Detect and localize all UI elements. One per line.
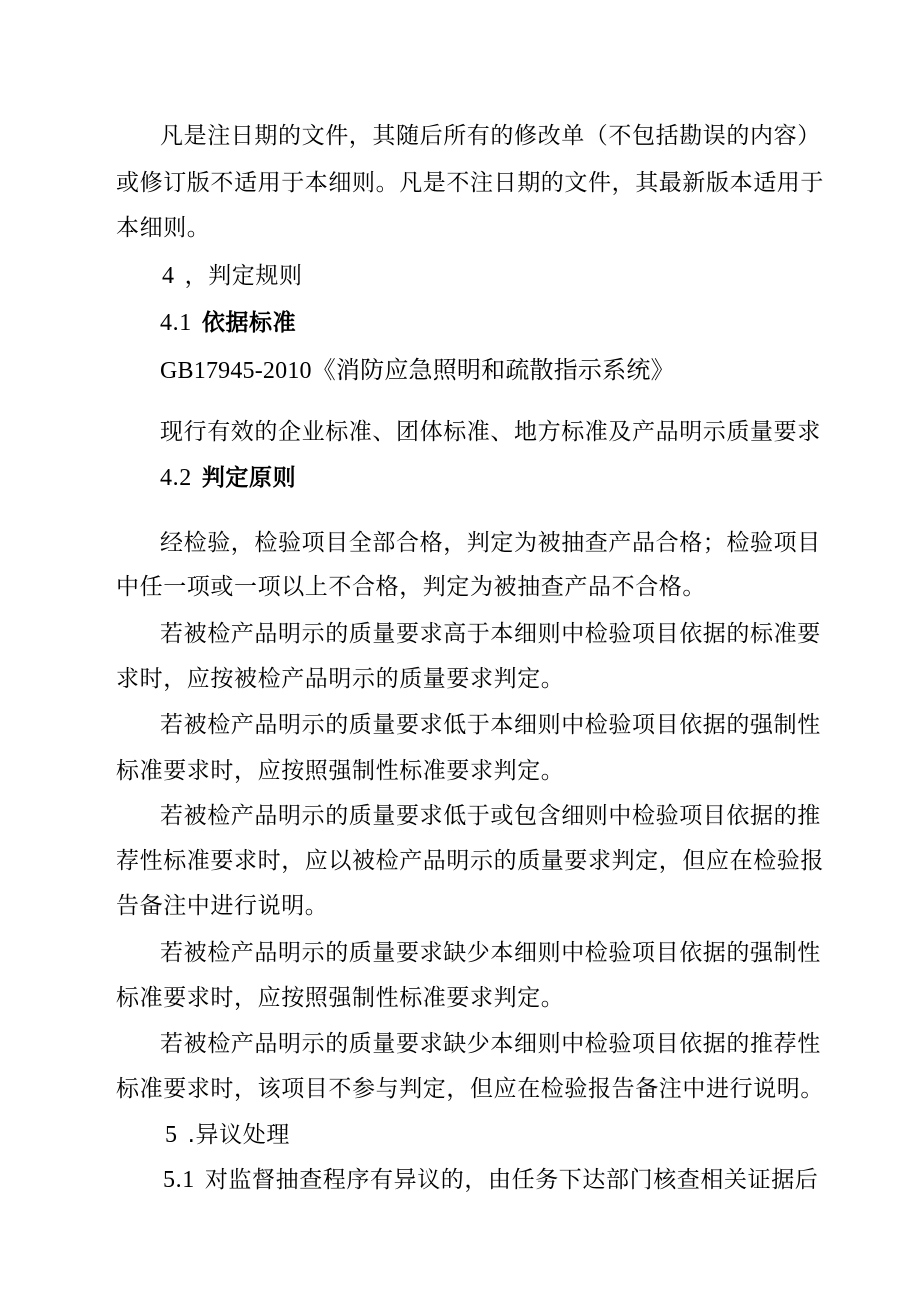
section-title: .异议处理 — [187, 1122, 290, 1148]
section-title: ，判定规则 — [184, 263, 303, 289]
paragraph-line: 若被检产品明示的质量要求低于本细则中检验项目依据的强制性 — [160, 712, 821, 738]
paragraph-line: 标准要求时，应按照强制性标准要求判定。 — [116, 985, 565, 1011]
section-number: 4 — [162, 263, 175, 289]
paragraph-line: 或修订版不适用于本细则。凡是不注日期的文件，其最新版本适用于 — [116, 170, 824, 196]
paragraph-line: 荐性标准要求时，应以被检产品明示的质量要求判定，但应在检验报 — [116, 848, 824, 874]
section-number: 5.1 — [163, 1167, 195, 1193]
section-heading-4-2 — [160, 462, 296, 494]
paragraph-line: 现行有效的企业标准、团体标准、地方标准及产品明示质量要求 — [160, 419, 821, 445]
standard-reference: GB17945-2010《消防应急照明和疏散指示系统》 — [160, 358, 675, 384]
section-title: 判定原则 — [201, 465, 297, 491]
section-text: 对监督抽查程序有异议的，由任务下达部门核查相关证据后 — [204, 1167, 819, 1193]
section-title: 依据标准 — [201, 310, 297, 336]
section-number: 4.1 — [160, 310, 192, 336]
paragraph-line: 凡是注日期的文件，其随后所有的修改单（不包括勘误的内容） — [160, 123, 821, 149]
section-number: 4.2 — [160, 465, 192, 491]
paragraph-line: 标准要求时，该项目不参与判定，但应在检验报告备注中进行说明。 — [116, 1076, 824, 1102]
paragraph-line: 求时，应按被检产品明示的质量要求判定。 — [116, 666, 565, 692]
paragraph-line: 告备注中进行说明。 — [116, 893, 329, 919]
section-heading-4-1 — [160, 307, 296, 339]
paragraph-line: 经检验，检验项目全部合格，判定为被抽查产品合格；检验项目 — [160, 530, 821, 556]
section-heading-5-1 — [163, 1164, 818, 1196]
section-number: 5 — [165, 1122, 178, 1148]
paragraph-line: 若被检产品明示的质量要求高于本细则中检验项目依据的标准要 — [160, 621, 821, 647]
section-heading-5 — [165, 1119, 290, 1151]
paragraph-line: 若被检产品明示的质量要求缺少本细则中检验项目依据的强制性 — [160, 940, 821, 966]
section-heading-4 — [162, 260, 303, 292]
paragraph-line: 标准要求时，应按照强制性标准要求判定。 — [116, 758, 565, 784]
paragraph-line: 若被检产品明示的质量要求缺少本细则中检验项目依据的推荐性 — [160, 1031, 821, 1057]
paragraph-line: 中任一项或一项以上不合格，判定为被抽查产品不合格。 — [116, 574, 706, 600]
paragraph-line: 本细则。 — [116, 215, 211, 241]
paragraph-line: 若被检产品明示的质量要求低于或包含细则中检验项目依据的推 — [160, 803, 821, 829]
